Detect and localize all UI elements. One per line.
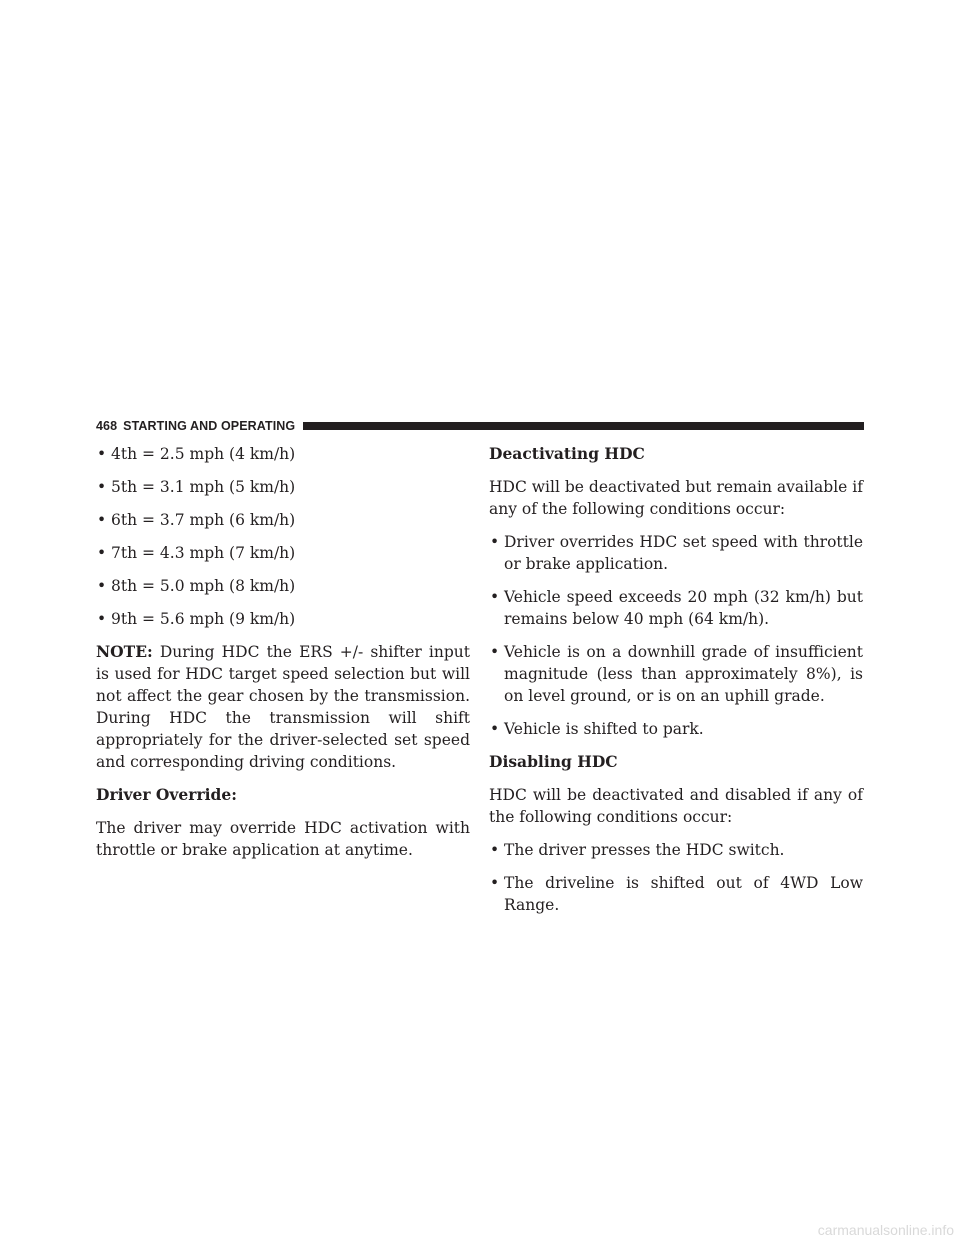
page-number: 468 <box>96 419 118 433</box>
list-item-text: 8th = 5.0 mph (8 km/h) <box>111 577 296 595</box>
section-title: STARTING AND OPERATING <box>123 419 296 433</box>
bullet-icon: • <box>97 544 107 562</box>
list-item <box>96 575 470 597</box>
list-item <box>489 872 863 916</box>
driver-override-heading: Driver Override: <box>96 785 237 804</box>
bullet-icon: • <box>490 874 500 892</box>
list-item-text: 9th = 5.6 mph (9 km/h) <box>111 610 296 628</box>
bullet-icon: • <box>490 533 500 551</box>
header-rule <box>303 422 864 430</box>
deactivating-heading: Deactivating HDC <box>489 444 645 463</box>
disabling-heading: Disabling HDC <box>489 752 618 771</box>
list-item-text: 4th = 2.5 mph (4 km/h) <box>111 445 296 463</box>
list-item <box>489 586 863 630</box>
list-item <box>489 641 863 707</box>
bullet-icon: • <box>97 577 107 595</box>
bullet-icon: • <box>97 610 107 628</box>
list-item-text: Vehicle is shifted to park. <box>504 720 704 738</box>
right-column <box>489 443 863 927</box>
list-item-text: 6th = 3.7 mph (6 km/h) <box>111 511 296 529</box>
bullet-icon: • <box>490 841 500 859</box>
list-item-text: 5th = 3.1 mph (5 km/h) <box>111 478 296 496</box>
bullet-icon: • <box>490 643 500 661</box>
deactivating-intro: HDC will be deactivated but remain available if any of the following conditions occur: <box>489 478 863 518</box>
list-item <box>489 531 863 575</box>
bullet-icon: • <box>97 445 107 463</box>
page-header <box>96 419 864 433</box>
list-item-text: Vehicle speed exceeds 20 mph (32 km/h) but remains below 40 mph (64 km/h). <box>504 588 863 628</box>
watermark: carmanualsonline.info <box>817 1222 954 1238</box>
list-item <box>96 443 470 465</box>
disabling-intro: HDC will be deactivated and disabled if any of the following conditions occur: <box>489 786 863 826</box>
list-item-text: 7th = 4.3 mph (7 km/h) <box>111 544 296 562</box>
bullet-icon: • <box>97 478 107 496</box>
list-item <box>489 718 863 740</box>
list-item <box>96 542 470 564</box>
bullet-icon: • <box>97 511 107 529</box>
bullet-icon: • <box>490 720 500 738</box>
list-item <box>489 839 863 861</box>
note-paragraph <box>96 641 470 773</box>
list-item <box>96 509 470 531</box>
list-item <box>96 608 470 630</box>
list-item <box>96 476 470 498</box>
list-item-text: The driver presses the HDC switch. <box>504 841 785 859</box>
note-label: NOTE: <box>96 642 153 661</box>
driver-override-text: The driver may override HDC activation with throttle or brake application at anytime. <box>96 819 470 859</box>
note-text: During HDC the ERS +/- shifter input is used for HDC target speed selection but will not affect the gear chosen by the transmission. During HDC the transmission will shift appropriately for the driver-selected set speed and corresponding driving conditions. <box>96 643 470 771</box>
list-item-text: Driver overrides HDC set speed with throttle or brake application. <box>504 533 863 573</box>
list-item-text: The driveline is shifted out of 4WD Low Range. <box>504 874 863 914</box>
left-column <box>96 443 470 872</box>
bullet-icon: • <box>490 588 500 606</box>
list-item-text: Vehicle is on a downhill grade of insufficient magnitude (less than approximately 8%), is on level ground, or is on an uphill grade. <box>504 643 863 705</box>
